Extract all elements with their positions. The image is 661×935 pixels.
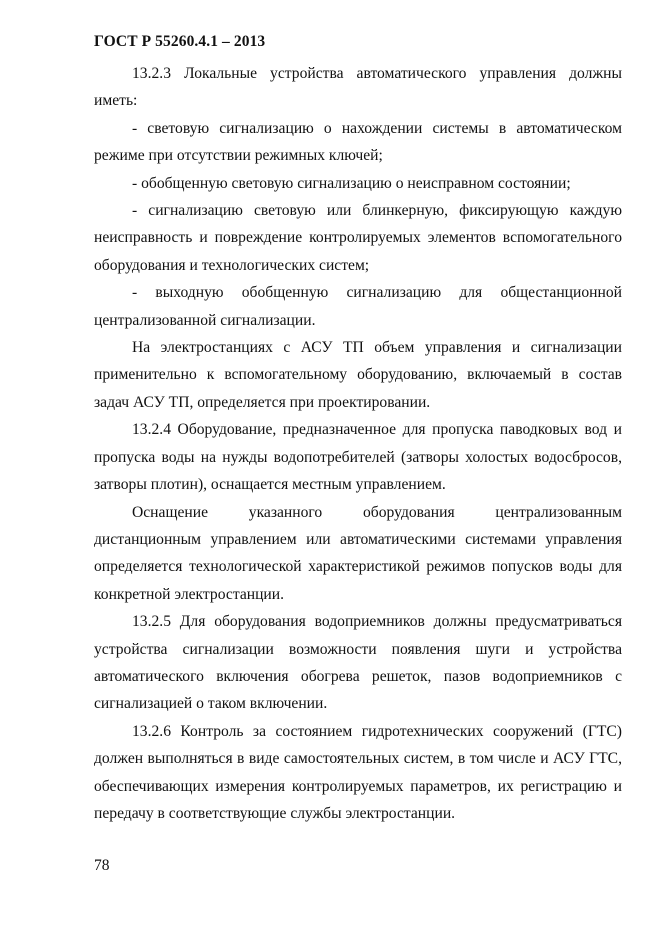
paragraph-light-signal-auto-mode: - световую сигнализацию о нахождении системы в автоматическом режиме при отсутствии режимных ключей; (94, 119, 622, 165)
document-body (94, 60, 622, 827)
paragraph-asu-tp-scope: На электростанциях с АСУ ТП объем управления и сигнализации применительно к вспомогательному оборудованию, включаемый в состав задач АСУ ТП, определяется при проектировании. (94, 339, 622, 411)
paragraph-13-2-3: 13.2.3 Локальные устройства автоматического управления должны иметь: (94, 65, 622, 110)
standard-header: ГОСТ Р 55260.4.1 – 2013 (94, 33, 266, 50)
paragraph-13-2-6: 13.2.6 Контроль за состоянием гидротехнических сооружений (ГТС) должен выполняться в виде самостоятельных систем, в том числе и АСУ ГТС, обеспечивающих измерения контролируемых параметров, их регистрацию и передачу в соответствующие службы электростанции. (94, 722, 622, 822)
paragraph-centralized-control: Оснащение указанного оборудования централизованным дистанционным управлением или автоматическими системами управления определяется технологической характеристикой режимов попусков воды для конкретной электростанции. (94, 503, 622, 603)
paragraph-13-2-5: 13.2.5 Для оборудования водоприемников должны предусматриваться устройства сигнализации возможности появления шуги и устройства автоматического включения обогрева решеток, пазов водоприемников с сигнализацией о таком включении. (94, 613, 622, 713)
paragraph-13-2-4: 13.2.4 Оборудование, предназначенное для пропуска паводковых вод и пропуска воды на нужды водопотребителей (затворы холостых водосбросов, затворы плотин), оснащается местным управлением. (94, 421, 622, 494)
paragraph-blinker-signal: - сигнализацию световую или блинкерную, фиксирующую каждую неисправность и повреждение контролируемых элементов вспомогательного оборудования и технологических систем; (94, 202, 622, 274)
paragraph-general-light-signal: - обобщенную световую сигнализацию о неисправном состоянии; (132, 174, 571, 192)
page-number: 78 (94, 857, 110, 874)
paragraph-output-general-signal: - выходную обобщенную сигнализацию для общестанционной централизованной сигнализации. (94, 284, 622, 329)
